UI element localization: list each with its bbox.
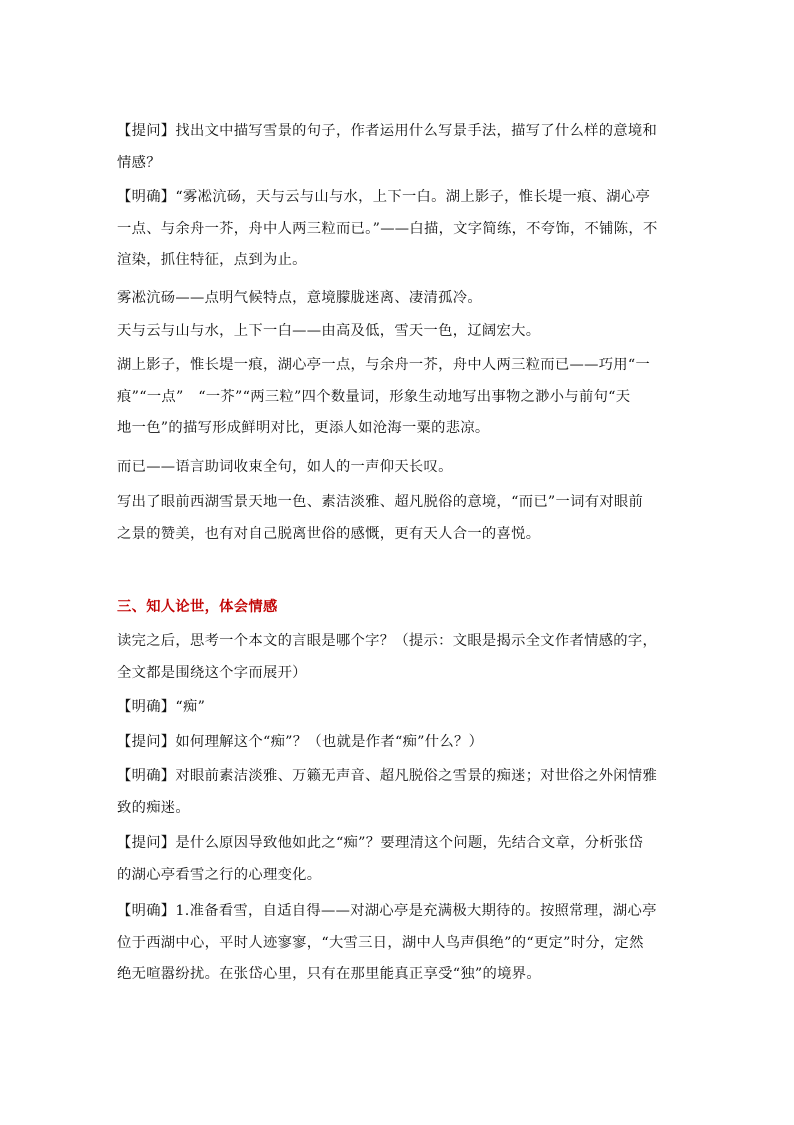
- text-line: 读完之后，思考一个本文的言眼是哪个字？（提示：文眼是揭示全文作者情感的字，: [117, 633, 658, 649]
- answer-paragraph-scenery: [117, 182, 701, 277]
- text-line: 【提问】如何理解这个“痴”？（也就是作者“痴”什么？）: [117, 734, 484, 750]
- text-line: 的湖心亭看雪之行的心理变化。: [117, 866, 322, 883]
- text-line: 地一色”的描写形成鲜明对比，更添人如沧海一粟的悲凉。: [117, 420, 490, 436]
- text-line: 痕”“一点” “一芥”“两三粒”四个数量词，形象生动地写出事物之渺小与前句“天: [117, 388, 631, 405]
- summary-paragraph: [117, 487, 701, 550]
- text-line: 致的痴迷。: [117, 799, 190, 816]
- text-line: 情感？: [117, 154, 161, 171]
- text-line: 绝无喧嚣纷扰。在张岱心里，只有在那里能真正享受“独”的境界。: [117, 966, 541, 982]
- text-line: 天与云与山与水，上下一白——由高及低，雪天一色，辽阔宏大。: [117, 323, 541, 339]
- answer-paragraph-understand: [117, 761, 701, 824]
- text-line: 雾凇沆砀——点明气候特点，意境朦胧迷离、凄清孤冷。: [117, 290, 482, 306]
- text-line: 【明确】“雾凇沆砀，天与云与山与水，上下一白。湖上影子，惟长堤一痕、湖心亭: [117, 189, 651, 205]
- section-heading-text: 三、知人论世，体会情感: [117, 599, 278, 615]
- section-heading: [117, 592, 701, 624]
- text-line: 渲染，抓住特征，点到为止。: [117, 252, 307, 268]
- question-paragraph-reason: [117, 828, 701, 891]
- text-line: 而已——语言助词收束全句，如人的一声仰天长叹。: [117, 459, 453, 475]
- text-line: 【明确】“痴”: [117, 699, 206, 715]
- text-line: 之景的赞美，也有对自己脱离世俗的感慨，更有天人合一的喜悦。: [117, 525, 541, 542]
- analysis-paragraph-sky: [117, 316, 701, 348]
- text-line: 【明确】对眼前素洁淡雅、万籁无声音、超凡脱俗之雪景的痴迷；对世俗之外闲情雅: [117, 768, 658, 784]
- question-paragraph-scenery: [117, 116, 701, 179]
- answer-paragraph-chi: [117, 692, 701, 724]
- text-line: 一点、与余舟一芥，舟中人两三粒而已。”——白描，文字简练，不夸饰，不铺陈，不: [117, 220, 658, 237]
- question-paragraph-wenyan: [117, 626, 701, 689]
- text-line: 【明确】1.准备看雪，自适自得——对湖心亭是充满极大期待的。按照常理，湖心亭: [117, 903, 657, 919]
- text-line: 【提问】找出文中描写雪景的句子，作者运用什么写景手法，描写了什么样的意境和: [117, 123, 658, 139]
- text-line: 写出了眼前西湖雪景天地一色、素洁淡雅、超凡脱俗的意境，“而已”一词有对眼前: [117, 494, 644, 510]
- text-line: 全文都是围绕这个字而展开）: [117, 664, 307, 681]
- analysis-paragraph-eryi: [117, 452, 701, 484]
- text-line: 位于西湖中心，平时人迹寥寥，“大雪三日，湖中人鸟声俱绝”的“更定”时分，定然: [117, 934, 644, 951]
- analysis-paragraph-wusong: [117, 283, 701, 315]
- text-line: 湖上影子，惟长堤一痕，湖心亭一点，与余舟一芥，舟中人两三粒而已——巧用“一: [117, 357, 651, 373]
- text-line: 【提问】是什么原因导致他如此之“痴”？要理清这个问题，先结合文章，分析张岱: [117, 835, 644, 851]
- analysis-paragraph-shadows: [117, 350, 701, 445]
- answer-paragraph-reason: [117, 896, 701, 991]
- question-paragraph-understand: [117, 727, 701, 759]
